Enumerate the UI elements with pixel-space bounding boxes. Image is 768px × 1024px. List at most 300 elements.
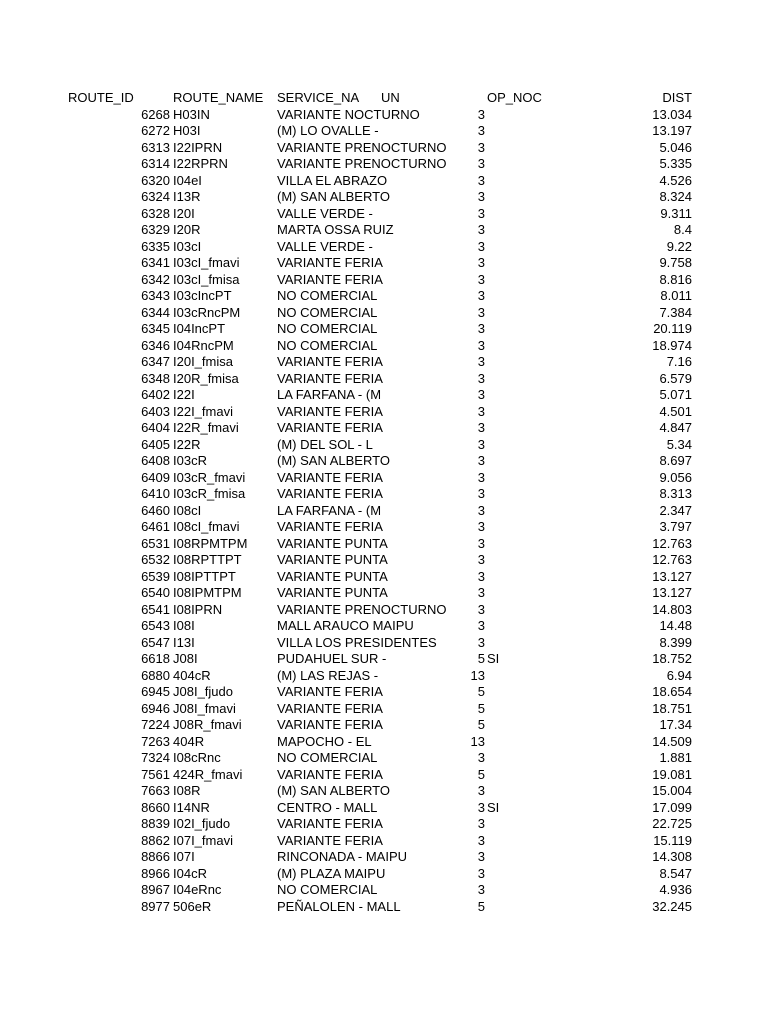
cell-dist[interactable]: 17.099 (652, 799, 692, 815)
cell-un[interactable]: 3 (477, 321, 485, 336)
cell-op-noc[interactable] (487, 107, 587, 124)
cell-route-id[interactable]: 6402 (141, 387, 170, 402)
cell-route-id[interactable]: 6335 (141, 238, 170, 254)
cell-route-id[interactable]: 6946 (141, 700, 170, 716)
cell-un[interactable]: 3 (477, 403, 485, 419)
cell-route-id[interactable]: 7561 (141, 766, 170, 782)
cell-service-name[interactable]: VALLE VERDE - (277, 205, 373, 221)
cell-route-name[interactable]: I04IncPT (173, 321, 226, 336)
cell-route-name[interactable]: I02I_fjudo (173, 816, 231, 831)
cell-dist[interactable]: 8.697 (659, 453, 692, 468)
header-dist[interactable]: DIST (662, 90, 692, 105)
cell-op-noc[interactable] (487, 123, 587, 140)
cell-route-name[interactable]: J08I (173, 651, 198, 666)
cell-service-name[interactable]: LA FARFANA - (M (277, 502, 382, 518)
header-un[interactable]: UN (381, 90, 400, 105)
cell-un[interactable]: 3 (477, 271, 485, 287)
cell-service-name[interactable]: CENTRO - MALL (277, 799, 378, 815)
cell-op-noc[interactable] (487, 189, 587, 206)
cell-dist[interactable]: 3.797 (659, 519, 692, 534)
cell-route-name[interactable]: I22I (173, 387, 195, 402)
cell-dist[interactable]: 8.313 (659, 486, 692, 501)
cell-un[interactable]: 3 (477, 849, 485, 864)
cell-route-id[interactable]: 8839 (141, 816, 170, 831)
cell-route-name[interactable]: I08cI (173, 502, 202, 518)
cell-route-id[interactable]: 6268 (141, 106, 170, 122)
cell-service-name[interactable]: VARIANTE FERIA (277, 354, 383, 369)
cell-un[interactable]: 3 (477, 106, 485, 122)
cell-un[interactable]: 5 (477, 766, 485, 782)
cell-route-name[interactable]: I08IPTTPT (173, 568, 236, 584)
cell-route-id[interactable]: 8660 (141, 799, 170, 815)
cell-un[interactable]: 3 (477, 618, 485, 633)
cell-service-name[interactable]: VARIANTE FERIA (277, 420, 383, 435)
cell-op-noc[interactable] (487, 701, 587, 718)
cell-op-noc[interactable] (487, 173, 587, 190)
cell-op-noc[interactable] (487, 536, 587, 553)
cell-op-noc[interactable] (487, 767, 587, 784)
cell-op-noc[interactable] (487, 668, 587, 685)
cell-route-name[interactable]: I22R_fmavi (173, 420, 239, 435)
cell-un[interactable]: 3 (477, 882, 485, 897)
cell-un[interactable]: 3 (477, 469, 485, 485)
cell-route-name[interactable]: I08RPTTPT (173, 552, 242, 567)
cell-route-name[interactable]: I04eI (173, 172, 202, 188)
cell-service-name[interactable]: VILLA EL ABRAZO (277, 172, 388, 188)
cell-op-noc[interactable] (487, 783, 587, 800)
cell-dist[interactable]: 7.384 (659, 304, 692, 320)
cell-route-name[interactable]: 404R (173, 733, 205, 749)
cell-un[interactable]: 3 (477, 865, 485, 881)
cell-dist[interactable]: 9.758 (659, 255, 692, 270)
cell-service-name[interactable]: VARIANTE NOCTURNO (277, 106, 420, 122)
cell-op-noc[interactable] (487, 866, 587, 883)
cell-route-name[interactable]: I20I_fmisa (173, 354, 233, 369)
cell-route-id[interactable]: 8862 (141, 832, 170, 848)
cell-un[interactable]: 3 (477, 354, 485, 369)
cell-un[interactable]: 3 (477, 436, 485, 452)
cell-op-noc[interactable] (487, 519, 587, 536)
cell-route-id[interactable]: 6460 (141, 502, 170, 518)
cell-un[interactable]: 13 (470, 667, 485, 683)
cell-route-id[interactable]: 7224 (141, 717, 170, 732)
cell-op-noc[interactable] (487, 585, 587, 602)
cell-service-name[interactable]: VARIANTE FERIA (277, 816, 383, 831)
cell-route-name[interactable]: I03cR_fmavi (173, 469, 246, 485)
cell-route-id[interactable]: 6345 (141, 321, 170, 336)
cell-un[interactable]: 3 (477, 255, 485, 270)
cell-op-noc[interactable] (487, 602, 587, 619)
cell-op-noc[interactable] (487, 222, 587, 239)
cell-op-noc[interactable] (487, 354, 587, 371)
cell-dist[interactable]: 8.011 (660, 288, 692, 303)
cell-dist[interactable]: 5.335 (659, 156, 692, 171)
cell-op-noc[interactable] (487, 437, 587, 454)
cell-op-noc[interactable] (487, 734, 587, 751)
cell-route-name[interactable]: I08IPRN (173, 601, 223, 617)
cell-dist[interactable]: 9.311 (660, 205, 692, 221)
cell-route-name[interactable]: I03cIncPT (173, 288, 232, 303)
cell-un[interactable]: 3 (477, 783, 485, 798)
cell-op-noc[interactable] (487, 140, 587, 157)
cell-un[interactable]: 3 (477, 816, 485, 831)
cell-route-name[interactable]: I22I_fmavi (173, 403, 233, 419)
cell-route-id[interactable]: 6342 (141, 271, 170, 287)
cell-dist[interactable]: 22.725 (652, 816, 692, 831)
cell-op-noc[interactable] (487, 288, 587, 305)
cell-un[interactable]: 3 (477, 420, 485, 435)
cell-un[interactable]: 3 (477, 634, 485, 650)
cell-dist[interactable]: 18.974 (652, 337, 692, 353)
cell-service-name[interactable]: (M) SAN ALBERTO (277, 453, 390, 468)
cell-service-name[interactable]: NO COMERCIAL (277, 750, 378, 765)
cell-dist[interactable]: 6.94 (666, 667, 692, 683)
cell-dist[interactable]: 13.127 (652, 568, 692, 584)
cell-dist[interactable]: 8.399 (659, 634, 692, 650)
cell-service-name[interactable]: RINCONADA - MAIPU (277, 849, 408, 864)
cell-op-noc[interactable] (487, 849, 587, 866)
cell-service-name[interactable]: VARIANTE PRENOCTURNO (277, 601, 447, 617)
cell-route-id[interactable]: 6403 (141, 403, 170, 419)
cell-un[interactable]: 3 (477, 502, 485, 518)
cell-route-id[interactable]: 6314 (141, 156, 170, 171)
cell-service-name[interactable]: VARIANTE PUNTA (277, 535, 388, 551)
cell-service-name[interactable]: PEÑALOLEN - MALL (277, 898, 401, 914)
cell-service-name[interactable]: VARIANTE FERIA (277, 370, 383, 386)
cell-un[interactable]: 3 (477, 139, 485, 155)
cell-dist[interactable]: 15.004 (652, 783, 692, 798)
cell-un[interactable]: 3 (477, 519, 485, 534)
cell-route-name[interactable]: H03IN (173, 106, 210, 122)
cell-route-name[interactable]: I04eRnc (173, 882, 222, 897)
cell-un[interactable]: 5 (477, 651, 485, 666)
header-route-id[interactable]: ROUTE_ID (68, 90, 134, 105)
cell-op-noc[interactable] (487, 899, 587, 916)
cell-route-name[interactable]: I03cR_fmisa (173, 486, 246, 501)
cell-route-id[interactable]: 6410 (141, 486, 170, 501)
cell-op-noc[interactable] (487, 272, 587, 289)
cell-op-noc[interactable] (487, 833, 587, 850)
cell-route-name[interactable]: J08I_fmavi (173, 700, 236, 716)
cell-dist[interactable]: 5.34 (666, 436, 692, 452)
cell-dist[interactable]: 1.881 (659, 750, 692, 765)
cell-route-id[interactable]: 7263 (141, 733, 170, 749)
cell-op-noc[interactable] (487, 486, 587, 503)
header-route-name[interactable]: ROUTE_NAME (173, 90, 264, 105)
cell-service-name[interactable]: PUDAHUEL SUR - (277, 651, 387, 666)
cell-dist[interactable]: 14.308 (652, 849, 692, 864)
cell-un[interactable]: 5 (477, 700, 485, 716)
cell-service-name[interactable]: LA FARFANA - (M (277, 387, 382, 402)
cell-dist[interactable]: 8.816 (659, 271, 692, 287)
cell-route-name[interactable]: I22RPRN (173, 156, 228, 171)
cell-op-noc[interactable] (487, 750, 587, 767)
cell-op-noc[interactable] (487, 156, 587, 173)
cell-route-name[interactable]: I08R (173, 783, 201, 798)
cell-op-noc[interactable] (487, 552, 587, 569)
cell-route-id[interactable]: 7324 (141, 750, 170, 765)
cell-route-id[interactable]: 6541 (141, 601, 170, 617)
cell-dist[interactable]: 4.847 (659, 420, 692, 435)
cell-route-name[interactable]: I08cRnc (173, 750, 221, 765)
cell-op-noc[interactable] (487, 470, 587, 487)
cell-route-id[interactable]: 6409 (141, 469, 170, 485)
cell-route-id[interactable]: 6405 (141, 436, 170, 452)
cell-dist[interactable]: 18.752 (652, 651, 692, 666)
cell-un[interactable]: 3 (477, 238, 485, 254)
cell-route-id[interactable]: 6313 (141, 139, 170, 155)
cell-op-noc[interactable] (487, 206, 587, 223)
cell-route-id[interactable]: 6539 (141, 568, 170, 584)
cell-route-id[interactable]: 6348 (141, 370, 170, 386)
cell-dist[interactable]: 5.071 (659, 387, 692, 402)
cell-route-id[interactable]: 6344 (141, 304, 170, 320)
cell-dist[interactable]: 20.119 (653, 321, 692, 336)
cell-service-name[interactable]: NO COMERCIAL (277, 288, 378, 303)
cell-service-name[interactable]: VARIANTE PRENOCTURNO (277, 156, 447, 171)
cell-un[interactable]: 3 (477, 585, 485, 600)
cell-dist[interactable]: 4.501 (659, 403, 692, 419)
cell-service-name[interactable]: VARIANTE FERIA (277, 469, 383, 485)
cell-route-name[interactable]: I03cI_fmisa (173, 271, 240, 287)
cell-un[interactable]: 3 (477, 535, 485, 551)
cell-dist[interactable]: 9.056 (659, 469, 692, 485)
cell-dist[interactable]: 13.197 (652, 123, 692, 138)
cell-un[interactable]: 3 (477, 486, 485, 501)
cell-route-name[interactable]: 506eR (173, 898, 212, 914)
cell-route-id[interactable]: 8966 (141, 865, 170, 881)
cell-dist[interactable]: 8.324 (659, 189, 692, 204)
cell-un[interactable]: 3 (477, 205, 485, 221)
cell-op-noc[interactable] (487, 371, 587, 388)
cell-op-noc[interactable] (487, 404, 587, 421)
cell-route-id[interactable]: 6531 (141, 535, 170, 551)
cell-route-id[interactable]: 6540 (141, 585, 170, 600)
cell-route-id[interactable]: 6324 (141, 189, 170, 204)
cell-service-name[interactable]: VARIANTE FERIA (277, 766, 383, 782)
cell-service-name[interactable]: (M) LAS REJAS - (277, 667, 379, 683)
cell-service-name[interactable]: VARIANTE FERIA (277, 486, 383, 501)
cell-route-name[interactable]: I03cI_fmavi (173, 255, 240, 270)
cell-route-id[interactable]: 6320 (141, 172, 170, 188)
cell-service-name[interactable]: NO COMERCIAL (277, 337, 378, 353)
cell-service-name[interactable]: NO COMERCIAL (277, 304, 378, 320)
cell-un[interactable]: 5 (477, 898, 485, 914)
cell-dist[interactable]: 14.48 (659, 618, 692, 633)
cell-op-noc[interactable] (487, 684, 587, 701)
cell-service-name[interactable]: (M) DEL SOL - L (277, 436, 373, 452)
cell-service-name[interactable]: VARIANTE FERIA (277, 717, 383, 732)
cell-route-id[interactable]: 6343 (141, 288, 170, 303)
cell-dist[interactable]: 13.127 (652, 585, 692, 600)
cell-service-name[interactable]: (M) LO OVALLE - (277, 123, 379, 138)
cell-service-name[interactable]: (M) SAN ALBERTO (277, 189, 390, 204)
cell-dist[interactable]: 15.119 (653, 832, 692, 848)
cell-route-id[interactable]: 6328 (141, 205, 170, 221)
cell-un[interactable]: 3 (477, 799, 485, 815)
cell-un[interactable]: 3 (477, 387, 485, 402)
cell-route-id[interactable]: 6329 (141, 222, 170, 237)
cell-route-name[interactable]: J08R_fmavi (173, 717, 242, 732)
cell-route-name[interactable]: H03I (173, 123, 201, 138)
cell-route-id[interactable]: 6346 (141, 337, 170, 353)
cell-un[interactable]: 13 (470, 733, 485, 749)
cell-un[interactable]: 3 (477, 370, 485, 386)
cell-dist[interactable]: 8.547 (659, 865, 692, 881)
cell-route-name[interactable]: I04cR (173, 865, 207, 881)
cell-route-name[interactable]: I08IPMTPM (173, 585, 242, 600)
header-service-name[interactable]: SERVICE_NA (277, 90, 360, 105)
cell-route-id[interactable]: 7663 (141, 783, 170, 798)
cell-un[interactable]: 3 (477, 568, 485, 584)
header-op-noc[interactable]: OP_NOC (487, 90, 542, 105)
cell-route-id[interactable]: 6341 (141, 255, 170, 270)
cell-service-name[interactable]: MAPOCHO - EL (277, 733, 372, 749)
cell-un[interactable]: 3 (477, 172, 485, 188)
cell-route-id[interactable]: 8866 (141, 849, 170, 864)
cell-service-name[interactable]: VALLE VERDE - (277, 238, 373, 254)
cell-route-id[interactable]: 6880 (141, 667, 170, 683)
cell-route-name[interactable]: I22R (173, 436, 201, 452)
cell-route-name[interactable]: I08RPMTPM (173, 535, 248, 551)
cell-op-noc[interactable] (487, 305, 587, 322)
cell-dist[interactable]: 32.245 (652, 898, 692, 914)
cell-service-name[interactable]: VARIANTE FERIA (277, 255, 383, 270)
cell-route-name[interactable]: I07I (173, 849, 195, 864)
cell-un[interactable]: 3 (477, 552, 485, 567)
cell-dist[interactable]: 17.34 (659, 717, 692, 732)
cell-op-noc[interactable] (487, 387, 587, 404)
cell-route-name[interactable]: J08I_fjudo (173, 684, 233, 699)
cell-service-name[interactable]: VARIANTE PRENOCTURNO (277, 139, 447, 155)
cell-service-name[interactable]: VARIANTE FERIA (277, 684, 383, 699)
cell-dist[interactable]: 4.526 (659, 172, 692, 188)
cell-route-id[interactable]: 6461 (141, 519, 170, 534)
cell-dist[interactable]: 8.4 (673, 222, 692, 237)
cell-dist[interactable]: 14.509 (652, 733, 692, 749)
cell-route-name[interactable]: I14NR (173, 799, 210, 815)
cell-route-id[interactable]: 8977 (141, 898, 170, 914)
cell-un[interactable]: 3 (477, 156, 485, 171)
cell-dist[interactable]: 13.034 (652, 106, 692, 122)
cell-route-id[interactable]: 6532 (141, 552, 170, 567)
cell-dist[interactable]: 6.579 (659, 370, 692, 386)
cell-service-name[interactable]: NO COMERCIAL (277, 321, 378, 336)
cell-dist[interactable]: 2.347 (659, 502, 692, 518)
cell-route-name[interactable]: I03cI (173, 238, 202, 254)
cell-route-name[interactable]: I08I (173, 618, 195, 633)
cell-dist[interactable]: 18.654 (652, 684, 692, 699)
cell-un[interactable]: 3 (477, 288, 485, 303)
cell-route-id[interactable]: 6404 (141, 420, 170, 435)
cell-op-noc[interactable] (487, 338, 587, 355)
cell-route-id[interactable]: 6543 (141, 618, 170, 633)
cell-op-noc[interactable] (487, 569, 587, 586)
cell-un[interactable]: 3 (477, 453, 485, 468)
cell-dist[interactable]: 12.763 (652, 535, 692, 551)
cell-un[interactable]: 3 (477, 750, 485, 765)
cell-route-id[interactable]: 6547 (141, 634, 170, 650)
cell-service-name[interactable]: MARTA OSSA RUIZ (277, 222, 394, 237)
cell-un[interactable]: 3 (477, 123, 485, 138)
cell-un[interactable]: 5 (477, 717, 485, 732)
cell-un[interactable]: 3 (477, 189, 485, 204)
cell-op-noc[interactable] (487, 453, 587, 470)
cell-op-noc[interactable]: SI (487, 651, 500, 666)
cell-service-name[interactable]: (M) PLAZA MAIPU (277, 865, 386, 881)
cell-service-name[interactable]: VILLA LOS PRESIDENTES (277, 634, 437, 650)
cell-dist[interactable]: 19.081 (652, 766, 692, 782)
cell-op-noc[interactable] (487, 816, 587, 833)
cell-op-noc[interactable] (487, 503, 587, 520)
cell-service-name[interactable]: MALL ARAUCO MAIPU (277, 618, 414, 633)
cell-dist[interactable]: 5.046 (659, 139, 692, 155)
cell-route-id[interactable]: 6945 (141, 684, 170, 699)
cell-route-name[interactable]: I13R (173, 189, 201, 204)
cell-service-name[interactable]: VARIANTE PUNTA (277, 552, 388, 567)
cell-dist[interactable]: 12.763 (652, 552, 692, 567)
cell-op-noc[interactable] (487, 618, 587, 635)
cell-route-name[interactable]: I13I (173, 634, 195, 650)
cell-route-name[interactable]: 404cR (173, 667, 211, 683)
cell-un[interactable]: 3 (477, 337, 485, 353)
cell-service-name[interactable]: VARIANTE FERIA (277, 832, 383, 848)
cell-un[interactable]: 3 (477, 832, 485, 848)
cell-route-name[interactable]: I04RncPM (173, 337, 234, 353)
cell-dist[interactable]: 14.803 (652, 601, 692, 617)
cell-un[interactable]: 3 (477, 601, 485, 617)
cell-route-id[interactable]: 8967 (141, 882, 170, 897)
cell-route-name[interactable]: I03cR (173, 453, 207, 468)
cell-route-name[interactable]: I03cRncPM (173, 304, 241, 320)
cell-route-id[interactable]: 6408 (141, 453, 170, 468)
cell-route-name[interactable]: I07I_fmavi (173, 832, 233, 848)
cell-service-name[interactable]: VARIANTE FERIA (277, 700, 383, 716)
cell-dist[interactable]: 4.936 (659, 882, 692, 897)
cell-route-id[interactable]: 6347 (141, 354, 170, 369)
cell-service-name[interactable]: VARIANTE FERIA (277, 519, 383, 534)
cell-op-noc[interactable] (487, 882, 587, 899)
cell-op-noc[interactable] (487, 717, 587, 734)
cell-service-name[interactable]: VARIANTE FERIA (277, 403, 383, 419)
cell-route-name[interactable]: I08cI_fmavi (173, 519, 240, 534)
cell-op-noc[interactable] (487, 239, 587, 256)
cell-op-noc[interactable]: SI (487, 799, 500, 815)
cell-un[interactable]: 3 (477, 222, 485, 237)
cell-un[interactable]: 5 (477, 684, 485, 699)
cell-service-name[interactable]: VARIANTE PUNTA (277, 585, 388, 600)
cell-service-name[interactable]: (M) SAN ALBERTO (277, 783, 390, 798)
cell-dist[interactable]: 7.16 (666, 354, 692, 369)
cell-dist[interactable]: 18.751 (652, 700, 692, 716)
cell-op-noc[interactable] (487, 420, 587, 437)
cell-un[interactable]: 3 (477, 304, 485, 320)
cell-dist[interactable]: 9.22 (666, 238, 692, 254)
cell-route-name[interactable]: I22IPRN (173, 139, 223, 155)
cell-route-name[interactable]: I20R (173, 222, 201, 237)
cell-service-name[interactable]: VARIANTE FERIA (277, 271, 383, 287)
cell-service-name[interactable]: VARIANTE PUNTA (277, 568, 388, 584)
cell-op-noc[interactable] (487, 635, 587, 652)
cell-service-name[interactable]: NO COMERCIAL (277, 882, 378, 897)
cell-route-name[interactable]: I20I (173, 205, 195, 221)
cell-route-id[interactable]: 6618 (141, 651, 170, 666)
cell-op-noc[interactable] (487, 321, 587, 338)
cell-route-name[interactable]: 424R_fmavi (173, 766, 243, 782)
cell-op-noc[interactable] (487, 255, 587, 272)
cell-route-id[interactable]: 6272 (141, 123, 170, 138)
cell-route-name[interactable]: I20R_fmisa (173, 370, 239, 386)
